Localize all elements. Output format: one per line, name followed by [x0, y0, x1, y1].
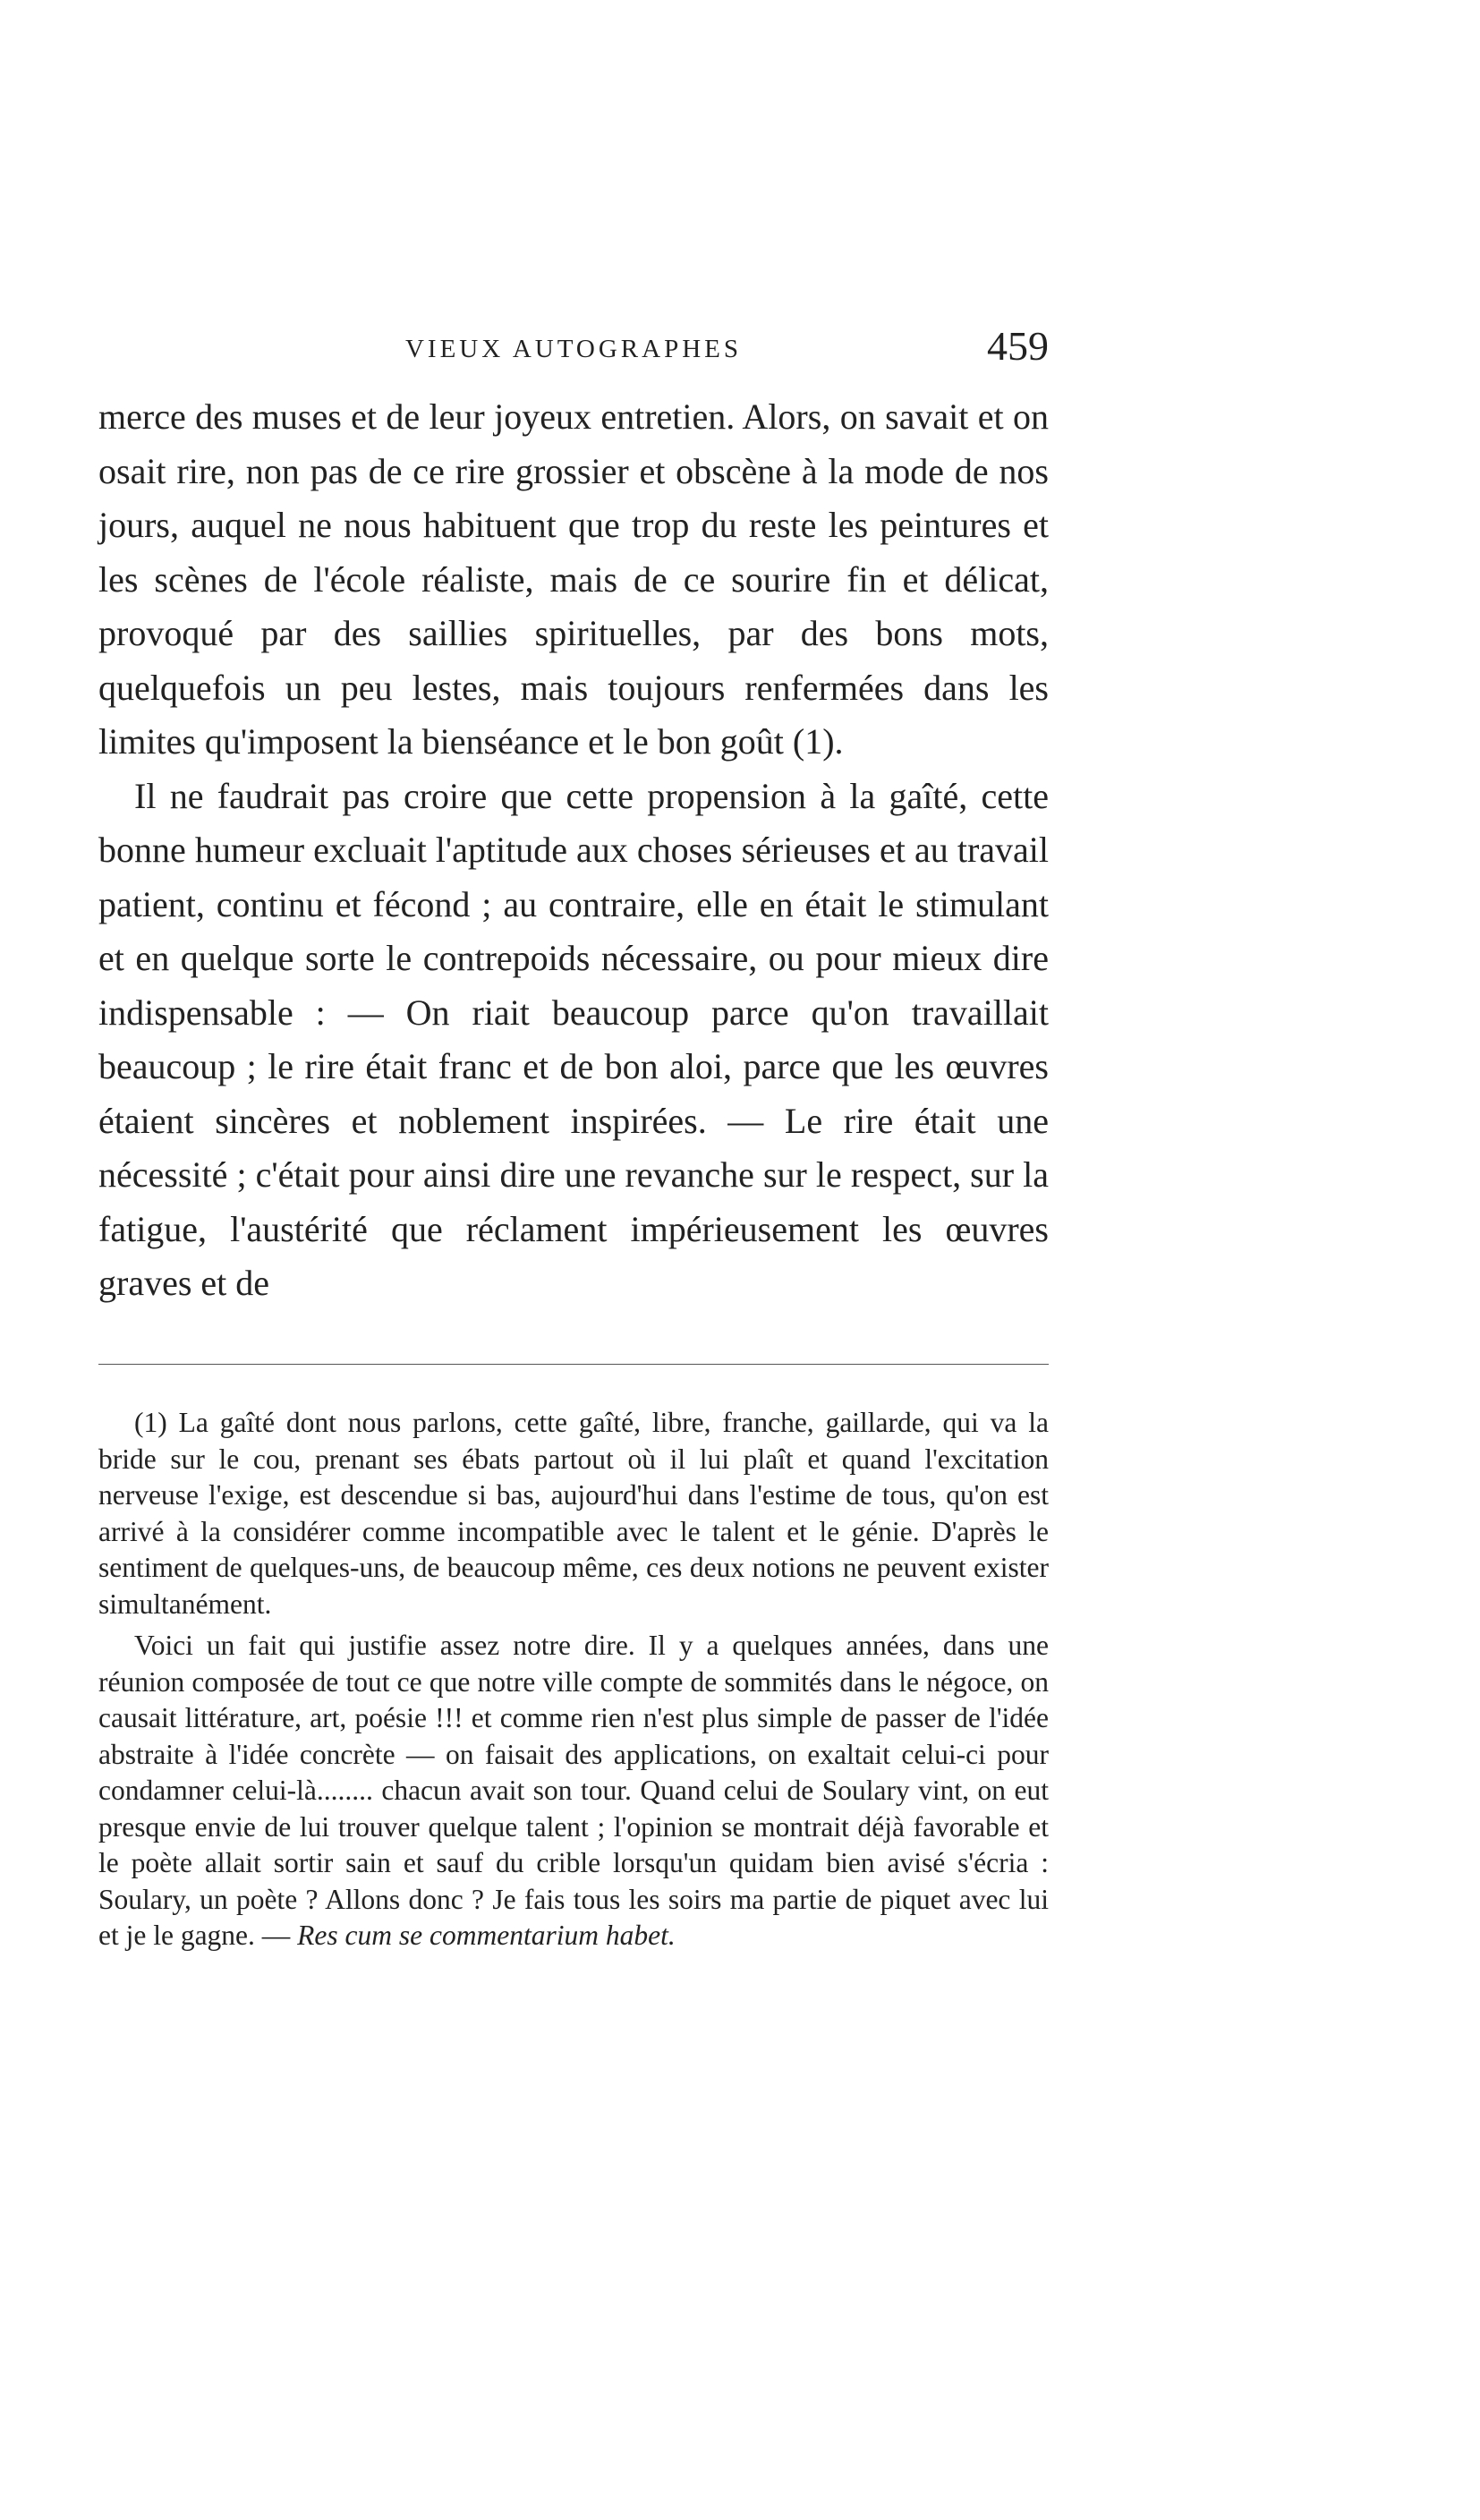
- footnote-text: Voici un fait qui justifie assez notre dire. Il y a quelques années, dans une réunion composée de tout ce que notre ville compte de sommités dans le négoce, on causait littérature, art, poésie !!! et comme rien n'est plus simple de passer de l'idée abstraite à l'idée concrète — on faisait des applications, on exaltait celui-ci pour condamner celui-là........ chacun avait son tour. Quand celui de Soulary vint, on eut presque envie de lui trouver quelque talent ; l'opinion se montrait déjà favorable et le poète allait sortir sain et sauf du crible lorsqu'un quidam bien avisé s'écria : Soulary, un poète ? Allons donc ? Je fais tous les soirs ma partie de piquet avec lui et je le gagne. —: [98, 1630, 1049, 1951]
- body-paragraph: Il ne faudrait pas croire que cette propension à la gaîté, cette bonne humeur excluait l'aptitude aux choses sérieuses et au travail patient, continu et fécond ; au contraire, elle en était le stimulant et en quelque sorte le contrepoids nécessaire, ou pour mieux dire indispensable : — On riait beaucoup parce qu'on travaillait beaucoup ; le rire était franc et de bon aloi, parce que les œuvres étaient sincères et noblement inspirées. — Le rire était une nécessité ; c'était pour ainsi dire une revanche sur le respect, sur la fatigue, l'austérité que réclament impérieusement les œuvres graves et de: [98, 775, 1049, 1303]
- page-header: [98, 322, 1049, 376]
- footnote-divider: [98, 1364, 1049, 1365]
- latin-quote: Res cum se commentarium habet.: [297, 1920, 676, 1951]
- footnote-paragraph: (1) La gaîté dont nous parlons, cette gaîté, libre, franche, gaillarde, qui va la bride sur le cou, prenant ses ébats partout où il lui plaît et quand l'excitation nerveuse l'exige, est descendue si bas, aujourd'hui dans l'estime de tous, qu'on est arrivé à la considérer comme incompatible avec le talent et le génie. D'après le sentiment de quelques-uns, de beaucoup même, ces deux notions ne peuvent exister simultanément.: [98, 1407, 1049, 1620]
- running-title: VIEUX AUTOGRAPHES: [404, 335, 742, 363]
- page-number: 459: [987, 323, 1049, 369]
- body-paragraph: merce des muses et de leur joyeux entretien. Alors, on savait et on osait rire, non pas de ce rire grossier et obscène à la mode de nos jours, auquel ne nous habituent que trop du reste les peintures et les scènes de l'école réaliste, mais de ce sourire fin et délicat, provoqué par des saillies spirituelles, par des bons mots, quelquefois un peu lestes, mais toujours renfermées dans les limites qu'imposent la bienséance et le bon goût (1).: [98, 396, 1049, 762]
- footnote: [98, 1405, 1049, 1960]
- main-text: [98, 390, 1049, 1311]
- footnote-paragraph: [98, 1628, 1049, 1954]
